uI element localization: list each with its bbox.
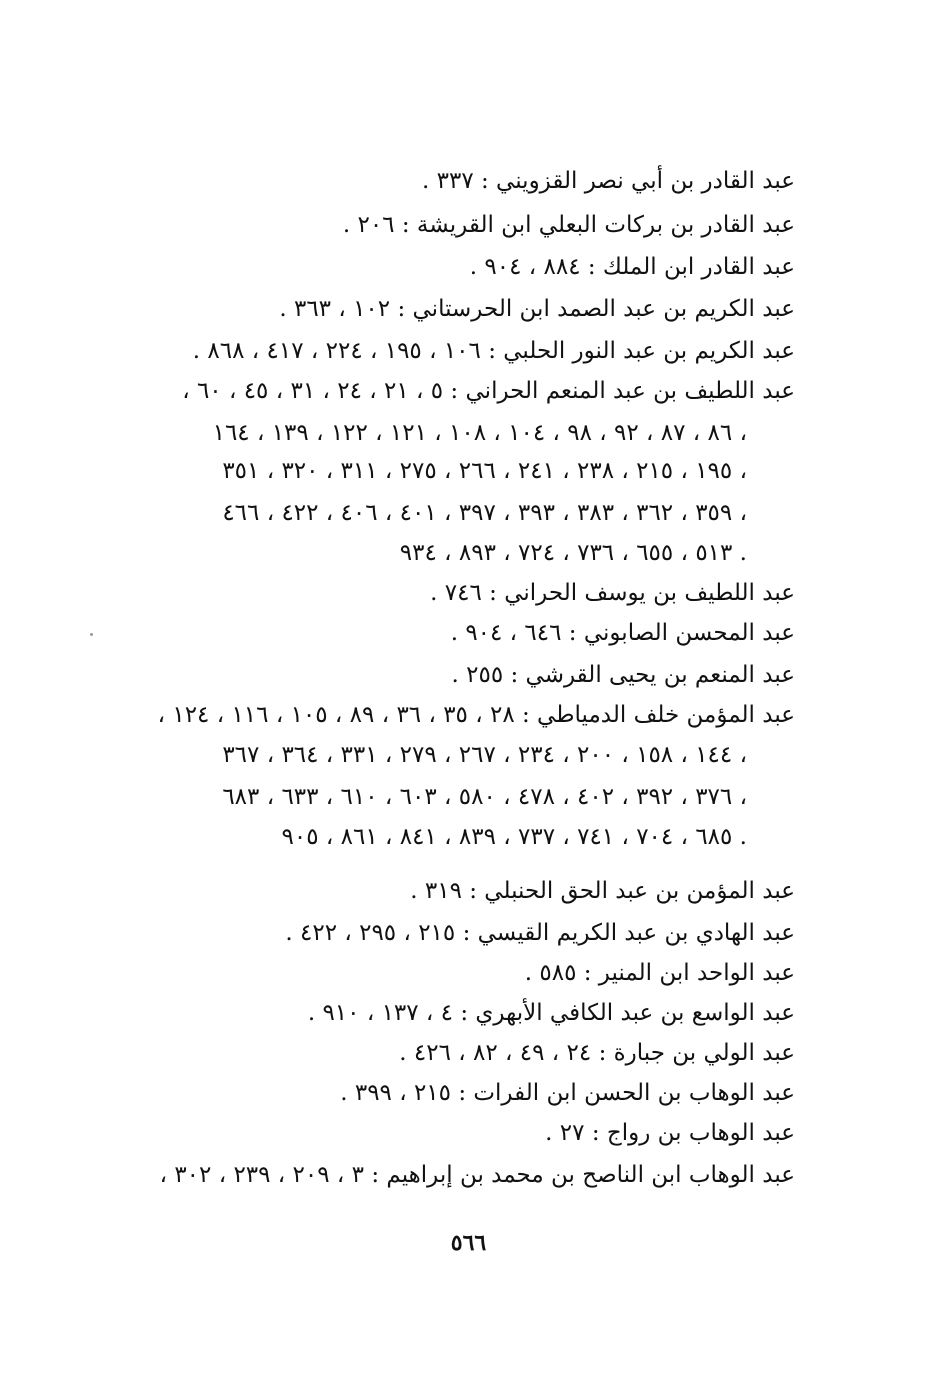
index-entry-continuation: ١٤٤ ، ١٥٨ ، ٢٠٠ ، ٢٣٤ ، ٢٦٧ ، ٢٧٩ ، ٣٣١ ، ٣٦٤ ، ٣٦٧ ، — [222, 742, 747, 768]
index-entry: عبد الوهاب ابن الناصح بن محمد بن إبراهيم : ٣ ، ٢٠٩ ، ٢٣٩ ، ٣٠٢ ، — [159, 1162, 795, 1188]
index-entry-continuation: ٨٦ ، ٨٧ ، ٩٢ ، ٩٨ ، ١٠٤ ، ١٠٨ ، ١٢١ ، ١٢٢ ، ١٣٩ ، ١٦٤ ، — [212, 420, 747, 446]
index-entry-continuation: ٣٥٩ ، ٣٦٢ ، ٣٨٣ ، ٣٩٣ ، ٣٩٧ ، ٤٠١ ، ٤٠٦ ، ٤٢٢ ، ٤٦٦ ، — [222, 500, 747, 526]
page-number: ٥٦٦ — [450, 1230, 487, 1256]
index-entry: عبد الكريم بن عبد الصمد ابن الحرستاني : ١٠٢ ، ٣٦٣ . — [279, 296, 795, 322]
index-entry-continuation: ٦٨٥ ، ٧٠٤ ، ٧٤١ ، ٧٣٧ ، ٨٣٩ ، ٨٤١ ، ٨٦١ ، ٩٠٥ . — [281, 824, 747, 850]
index-entry: عبد اللطيف بن يوسف الحراني : ٧٤٦ . — [430, 580, 795, 606]
index-entry: عبد اللطيف بن عبد المنعم الحراني : ٥ ، ٢١ ، ٢٤ ، ٣١ ، ٤٥ ، ٦٠ ، — [182, 378, 795, 404]
index-entry-continuation: ١٩٥ ، ٢١٥ ، ٢٣٨ ، ٢٤١ ، ٢٦٦ ، ٢٧٥ ، ٣١١ ، ٣٢٠ ، ٣٥١ ، — [222, 458, 747, 484]
index-entry: عبد القادر بن بركات البعلي ابن القريشة : ٢٠٦ . — [342, 212, 795, 238]
index-entry-continuation: ٣٧٦ ، ٣٩٢ ، ٤٠٢ ، ٤٧٨ ، ٥٨٠ ، ٦٠٣ ، ٦١٠ ، ٦٣٣ ، ٦٨٣ ، — [222, 784, 747, 810]
index-entry: عبد المحسن الصابوني : ٦٤٦ ، ٩٠٤ . — [450, 620, 795, 646]
index-entry: عبد القادر ابن الملك : ٨٨٤ ، ٩٠٤ . — [469, 254, 795, 280]
index-entry: عبد الواسع بن عبد الكافي الأبهري : ٤ ، ١٣٧ ، ٩١٠ . — [307, 1000, 795, 1026]
index-entry: عبد المؤمن بن عبد الحق الحنبلي : ٣١٩ . — [410, 878, 795, 904]
index-entry: عبد الواحد ابن المنير : ٥٨٥ . — [524, 960, 795, 986]
index-entry: عبد القادر بن أبي نصر القزويني : ٣٣٧ . — [422, 168, 795, 194]
scan-speck — [90, 633, 93, 636]
index-entry: عبد الكريم بن عبد النور الحلبي : ١٠٦ ، ١٩٥ ، ٢٢٤ ، ٤١٧ ، ٨٦٨ . — [192, 338, 795, 364]
index-entry: عبد الولي بن جبارة : ٢٤ ، ٤٩ ، ٨٢ ، ٤٢٦ . — [399, 1040, 795, 1066]
index-entry: عبد المنعم بن يحيى القرشي : ٢٥٥ . — [451, 662, 795, 688]
index-entry: عبد الوهاب بن الحسن ابن الفرات : ٢١٥ ، ٣٩٩ . — [340, 1080, 795, 1106]
index-entry: عبد الوهاب بن رواج : ٢٧ . — [545, 1120, 795, 1146]
index-entry: عبد الهادي بن عبد الكريم القيسي : ٢١٥ ، ٢٩٥ ، ٤٢٢ . — [285, 920, 795, 946]
index-entry: عبد المؤمن خلف الدمياطي : ٢٨ ، ٣٥ ، ٣٦ ، ٨٩ ، ١٠٥ ، ١١٦ ، ١٢٤ ، — [157, 702, 795, 728]
index-entry-continuation: ٥١٣ ، ٦٥٥ ، ٧٣٦ ، ٧٢٤ ، ٨٩٣ ، ٩٣٤ . — [399, 540, 747, 566]
